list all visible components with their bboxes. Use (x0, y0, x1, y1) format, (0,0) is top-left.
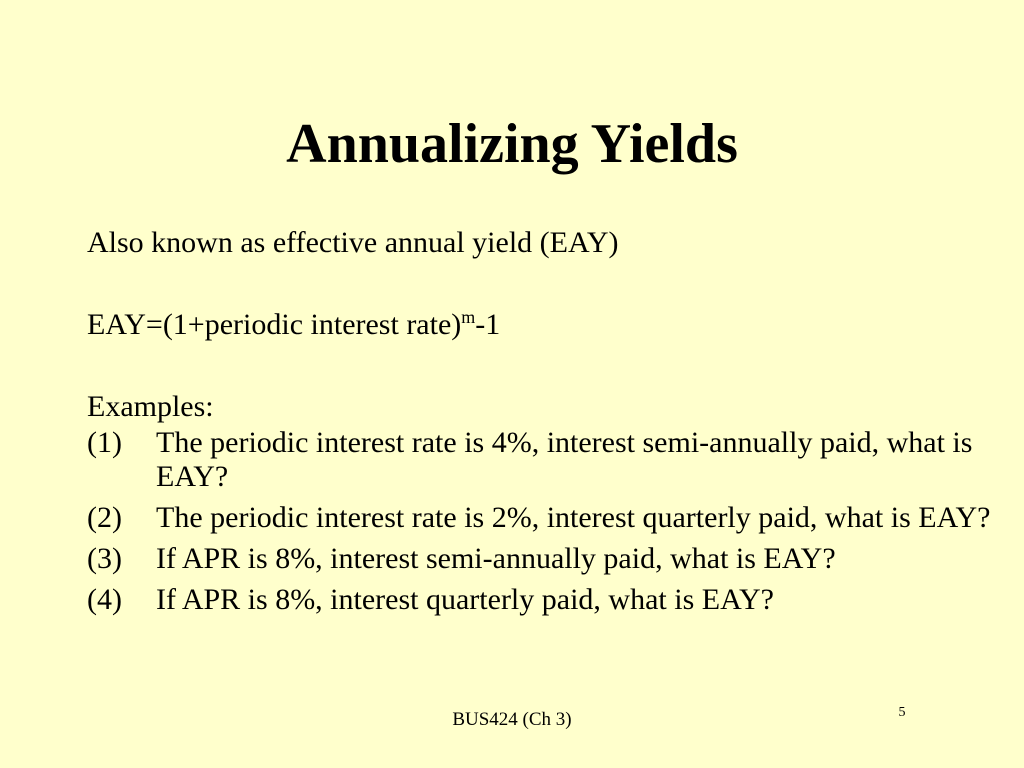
example-item (87, 426, 997, 494)
example-text: If APR is 8%, interest semi-annually paid, what is EAY? (156, 542, 836, 575)
formula-prefix: EAY=(1+periodic interest rate) (87, 308, 462, 341)
example-number: (2) (87, 501, 122, 534)
example-text: The periodic interest rate is 2%, interest quarterly paid, what is EAY? (156, 501, 991, 534)
intro-text: Also known as effective annual yield (EAY) (87, 226, 619, 259)
examples-heading: Examples: (87, 390, 214, 423)
example-number: (1) (87, 426, 122, 459)
slide-title: Annualizing Yields (286, 113, 738, 175)
eay-formula (87, 308, 987, 342)
example-text: If APR is 8%, interest quarterly paid, what is EAY? (156, 583, 774, 616)
examples-list (87, 426, 997, 624)
page-number: 5 (898, 705, 906, 720)
example-number: (3) (87, 542, 122, 575)
formula-exponent: m (461, 307, 476, 327)
slide-footer: BUS424 (Ch 3) (452, 709, 572, 730)
example-number: (4) (87, 583, 122, 616)
example-item (87, 583, 997, 617)
formula-suffix: -1 (475, 308, 501, 341)
example-text: The periodic interest rate is 4%, interest semi-annually paid, what is EAY? (156, 426, 973, 493)
example-item (87, 501, 997, 535)
example-item (87, 542, 997, 576)
